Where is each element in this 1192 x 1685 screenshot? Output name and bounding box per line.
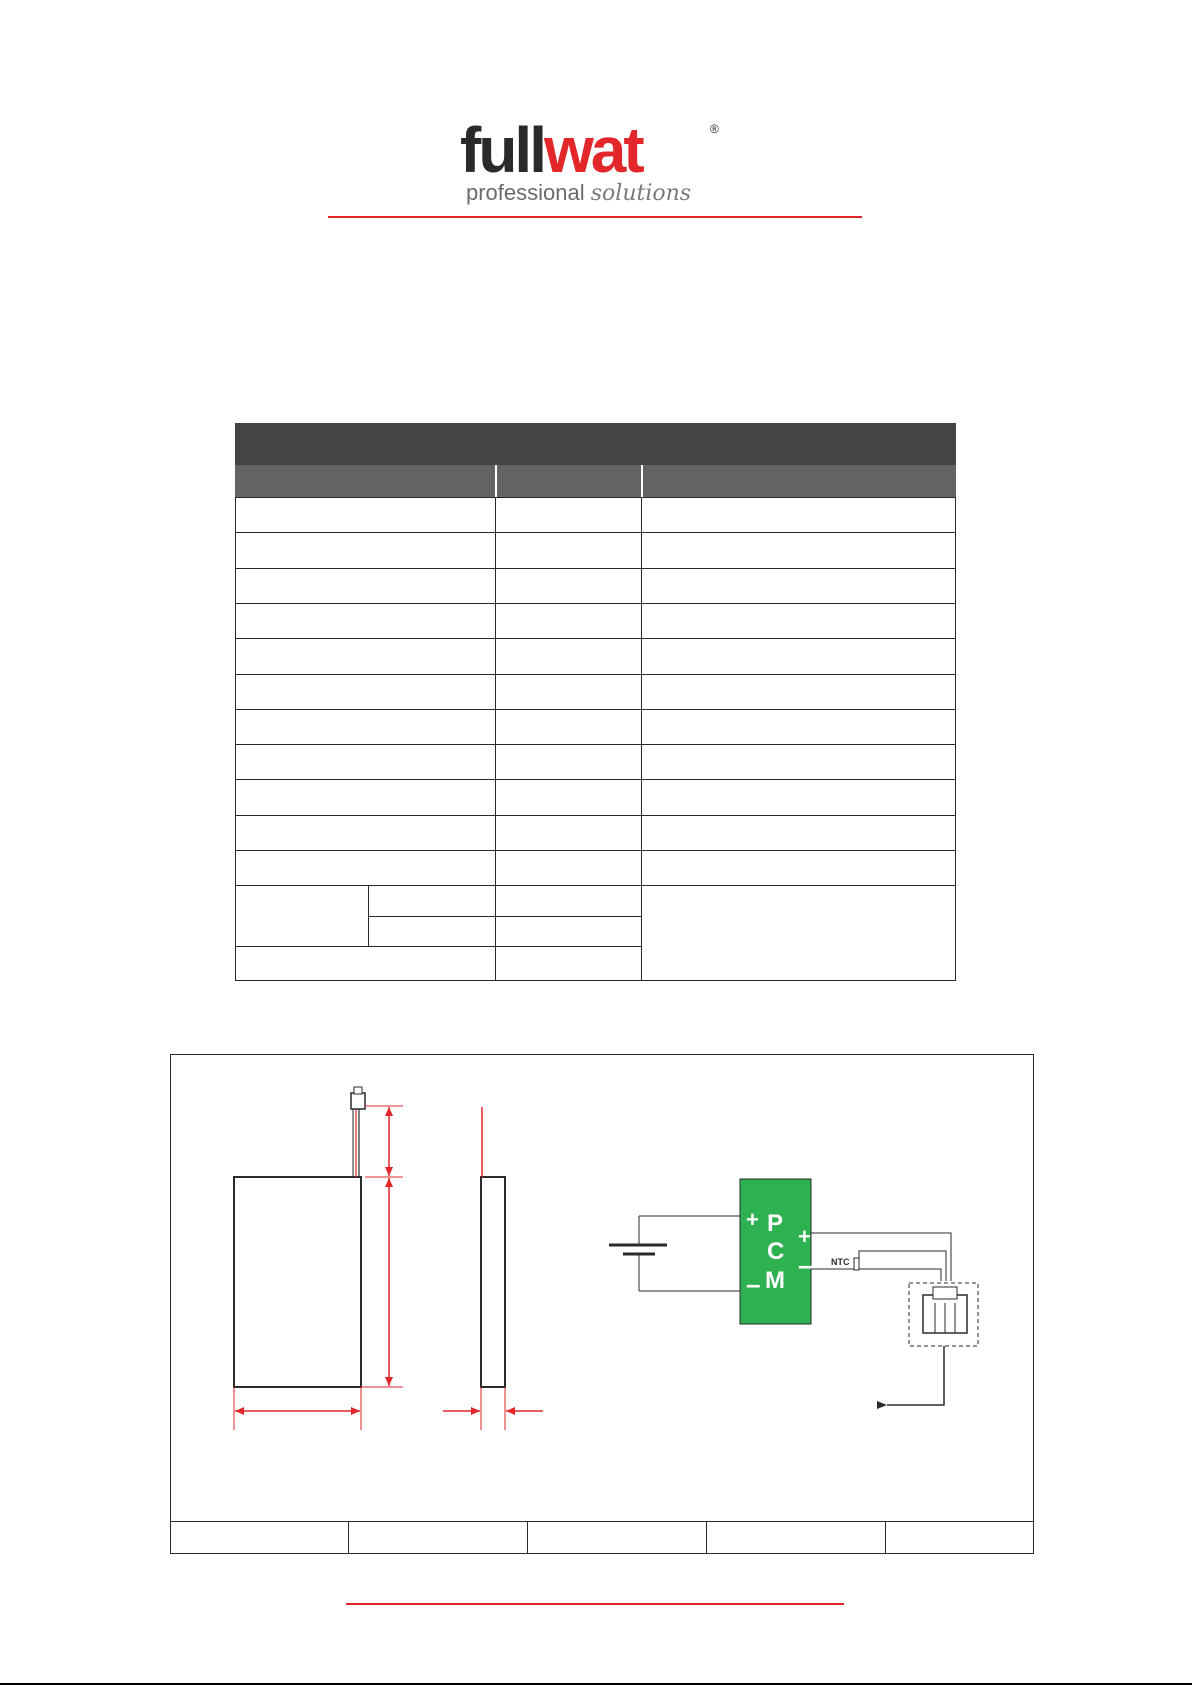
table-cell-param-0: [235, 497, 496, 534]
footer-cell-1: [171, 1521, 349, 1554]
pcm-out-plus: +: [798, 1224, 811, 1249]
footer-cell-3: [528, 1521, 707, 1554]
table-cell-remark-9: [641, 815, 956, 852]
table-cell-remark-2: [641, 568, 956, 605]
output-arrow: [887, 1346, 944, 1405]
table-cell-merged-remark: [641, 885, 956, 981]
table-cell-remark-1: [641, 532, 956, 569]
table-cell-value-0: [495, 497, 642, 534]
table-cell-param-7: [235, 744, 496, 781]
table-cell-param-2: [235, 568, 496, 605]
table-cell-value-3: [495, 603, 642, 640]
table-cell-remark-5: [641, 674, 956, 711]
spec-table: [235, 423, 956, 980]
table-cell-group-sub-2: [368, 916, 496, 947]
tagline-professional: professional: [466, 180, 591, 205]
table-cell-last-param: [235, 946, 496, 981]
column-header-parameter: [235, 465, 495, 497]
table-cell-remark-6: [641, 709, 956, 746]
table-cell-param-10: [235, 850, 496, 887]
wire-out-negative: [811, 1269, 941, 1281]
battery-drawing-frame: [170, 1054, 1034, 1554]
table-cell-remark-8: [641, 779, 956, 816]
ntc-label: NTC: [831, 1257, 850, 1267]
connector-latch: [354, 1087, 362, 1094]
table-cell-remark-0: [641, 497, 956, 534]
table-cell-param-4: [235, 638, 496, 675]
connector-latch-icon: [933, 1287, 957, 1299]
battery-front-view: [234, 1177, 361, 1387]
battery-side-view: [481, 1177, 505, 1387]
pcm-letter-c: C: [767, 1238, 785, 1265]
table-cell-value-7: [495, 744, 642, 781]
table-title-bar: [235, 423, 956, 465]
table-cell-value-1: [495, 532, 642, 569]
table-cell-group-sub-1: [368, 885, 496, 917]
footer-cell-5: [886, 1521, 1033, 1554]
table-cell-value-5: [495, 674, 642, 711]
table-cell-last-value: [495, 946, 642, 981]
footer-cell-4: [707, 1521, 886, 1554]
column-header-value: [497, 465, 641, 497]
table-cell-value-9: [495, 815, 642, 852]
table-cell-remark-3: [641, 603, 956, 640]
footer-divider: [346, 1603, 844, 1605]
table-cell-param-8: [235, 779, 496, 816]
registered-mark: ®: [710, 122, 719, 136]
table-cell-param-3: [235, 603, 496, 640]
pcm-in-plus: +: [746, 1207, 759, 1232]
pcm-letter-p: P: [767, 1210, 784, 1237]
logo-tagline: [466, 180, 691, 206]
tagline-solutions: solutions: [590, 181, 692, 206]
pcm-in-minus: –: [746, 1269, 761, 1299]
table-cell-group-label: [235, 885, 369, 947]
column-header-remarks: [643, 465, 956, 497]
wire-ntc: [859, 1251, 946, 1281]
table-cell-param-1: [235, 532, 496, 569]
lead-connector-icon: [351, 1093, 365, 1109]
table-cell-value-2: [495, 568, 642, 605]
ntc-resistor-icon: [854, 1258, 859, 1270]
battery-drawing: [171, 1055, 1033, 1553]
table-cell-param-6: [235, 709, 496, 746]
table-cell-group-value-2: [495, 916, 642, 947]
pcm-out-minus: –: [798, 1250, 813, 1280]
logo-word-full: full: [460, 114, 544, 186]
header-divider: [328, 216, 862, 218]
table-cell-remark-4: [641, 638, 956, 675]
table-cell-remark-7: [641, 744, 956, 781]
logo-wordmark: [460, 114, 642, 186]
table-cell-value-6: [495, 709, 642, 746]
table-cell-remark-10: [641, 850, 956, 887]
footer-cell-2: [349, 1521, 528, 1554]
table-cell-param-5: [235, 674, 496, 711]
table-cell-param-9: [235, 815, 496, 852]
table-cell-value-10: [495, 850, 642, 887]
table-cell-value-4: [495, 638, 642, 675]
table-cell-value-8: [495, 779, 642, 816]
table-cell-group-value-1: [495, 885, 642, 917]
logo-word-wat: wat: [543, 114, 642, 186]
brand-logo: [460, 114, 730, 208]
pcm-letter-m: M: [765, 1267, 785, 1294]
